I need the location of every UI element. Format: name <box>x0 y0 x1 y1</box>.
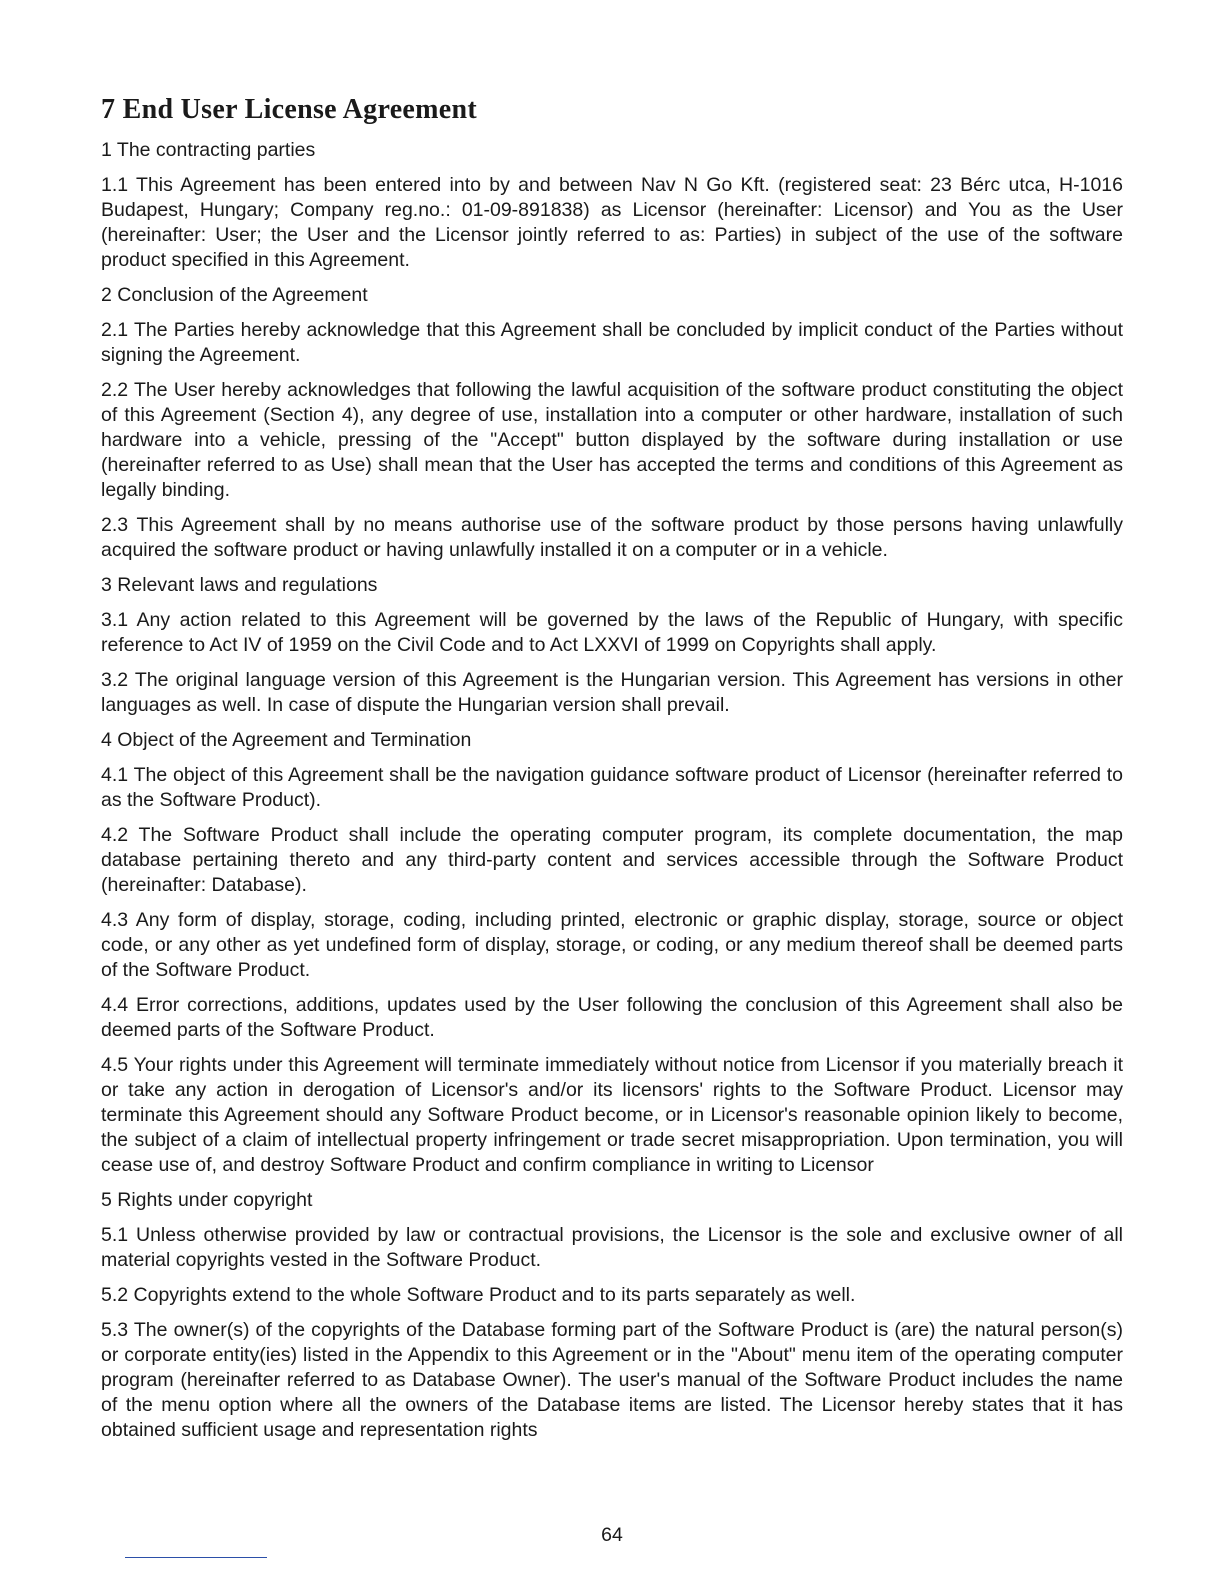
paragraph: 1.1 This Agreement has been entered into by and between Nav N Go Kft. (registered seat: 23 Bérc utca, H-1016 Budapest, Hungary; Company reg.no.: 01-09-891838) as Licensor (hereinafter: Licensor) and You as the User (hereinafter: User; the User and the Licensor jointly referred to as: Parties) in subject of the use of the software product specified in this Agreement. <box>101 174 1123 271</box>
paragraph: 5.1 Unless otherwise provided by law or contractual provisions, the Licensor is the sole and exclusive owner of all material copyrights vested in the Software Product. <box>101 1224 1123 1271</box>
document-page <box>101 92 1123 1453</box>
paragraph: 4.4 Error corrections, additions, updates used by the User following the conclusion of this Agreement shall also be deemed parts of the Software Product. <box>101 994 1123 1041</box>
paragraph: 4.1 The object of this Agreement shall be the navigation guidance software product of Licensor (hereinafter referred to as the Software Product). <box>101 764 1123 811</box>
paragraph: 3.2 The original language version of this Agreement is the Hungarian version. This Agreement has versions in other languages as well. In case of dispute the Hungarian version shall prevail. <box>101 669 1123 716</box>
page-title: 7 End User License Agreement <box>101 94 477 125</box>
paragraph: 2.3 This Agreement shall by no means authorise use of the software product by those persons having unlawfully acquired the software product or having unlawfully installed it on a computer or in a vehicle. <box>101 514 1123 561</box>
paragraph: 5.2 Copyrights extend to the whole Software Product and to its parts separately as well. <box>101 1284 856 1306</box>
paragraph: 5.3 The owner(s) of the copyrights of the Database forming part of the Software Product is (are) the natural person(s) or corporate entity(ies) listed in the Appendix to this Agreement or in the "About" menu item of the operating computer program (hereinafter referred to as Database Owner). The user's manual of the Software Product includes the name of the menu option where all the owners of the Database items are listed. The Licensor hereby states that it has obtained sufficient usage and representation rights <box>101 1319 1123 1441</box>
paragraph: 4.3 Any form of display, storage, coding, including printed, electronic or graphic display, storage, source or object code, or any other as yet undefined form of display, storage, or coding, or any medium thereof shall be deemed parts of the Software Product. <box>101 909 1123 981</box>
section-heading: 5 Rights under copyright <box>101 1189 313 1211</box>
paragraph: 2.1 The Parties hereby acknowledge that this Agreement shall be concluded by implicit conduct of the Parties without signing the Agreement. <box>101 319 1123 366</box>
section-heading: 3 Relevant laws and regulations <box>101 574 378 596</box>
paragraph: 4.5 Your rights under this Agreement will terminate immediately without notice from Licensor if you materially breach it or take any action in derogation of Licensor's and/or its licensors' rights to the Software Product. Licensor may terminate this Agreement should any Software Product become, or in Licensor's reasonable opinion likely to become, the subject of a claim of intellectual property infringement or trade secret misappropriation. Upon termination, you will cease use of, and destroy Software Product and confirm compliance in writing to Licensor <box>101 1054 1123 1176</box>
section-heading: 4 Object of the Agreement and Termination <box>101 729 472 751</box>
section-heading: 2 Conclusion of the Agreement <box>101 284 368 306</box>
paragraph: 2.2 The User hereby acknowledges that following the lawful acquisition of the software product constituting the object of this Agreement (Section 4), any degree of use, installation into a computer or other hardware, installation of such hardware into a vehicle, pressing of the "Accept" button displayed by the software during installation or use (hereinafter referred to as Use) shall mean that the User has accepted the terms and conditions of this Agreement as legally binding. <box>101 379 1123 501</box>
page-number: 64 <box>601 1524 623 1546</box>
paragraph: 3.1 Any action related to this Agreement will be governed by the laws of the Republic of Hungary, with specific reference to Act IV of 1959 on the Civil Code and to Act LXXVI of 1999 on Copyrights shall apply. <box>101 609 1123 656</box>
paragraph: 4.2 The Software Product shall include the operating computer program, its complete documentation, the map database pertaining thereto and any third-party content and services accessible through the Software Product (hereinafter: Database). <box>101 824 1123 896</box>
footer-divider <box>125 1557 267 1558</box>
section-heading: 1 The contracting parties <box>101 139 316 161</box>
